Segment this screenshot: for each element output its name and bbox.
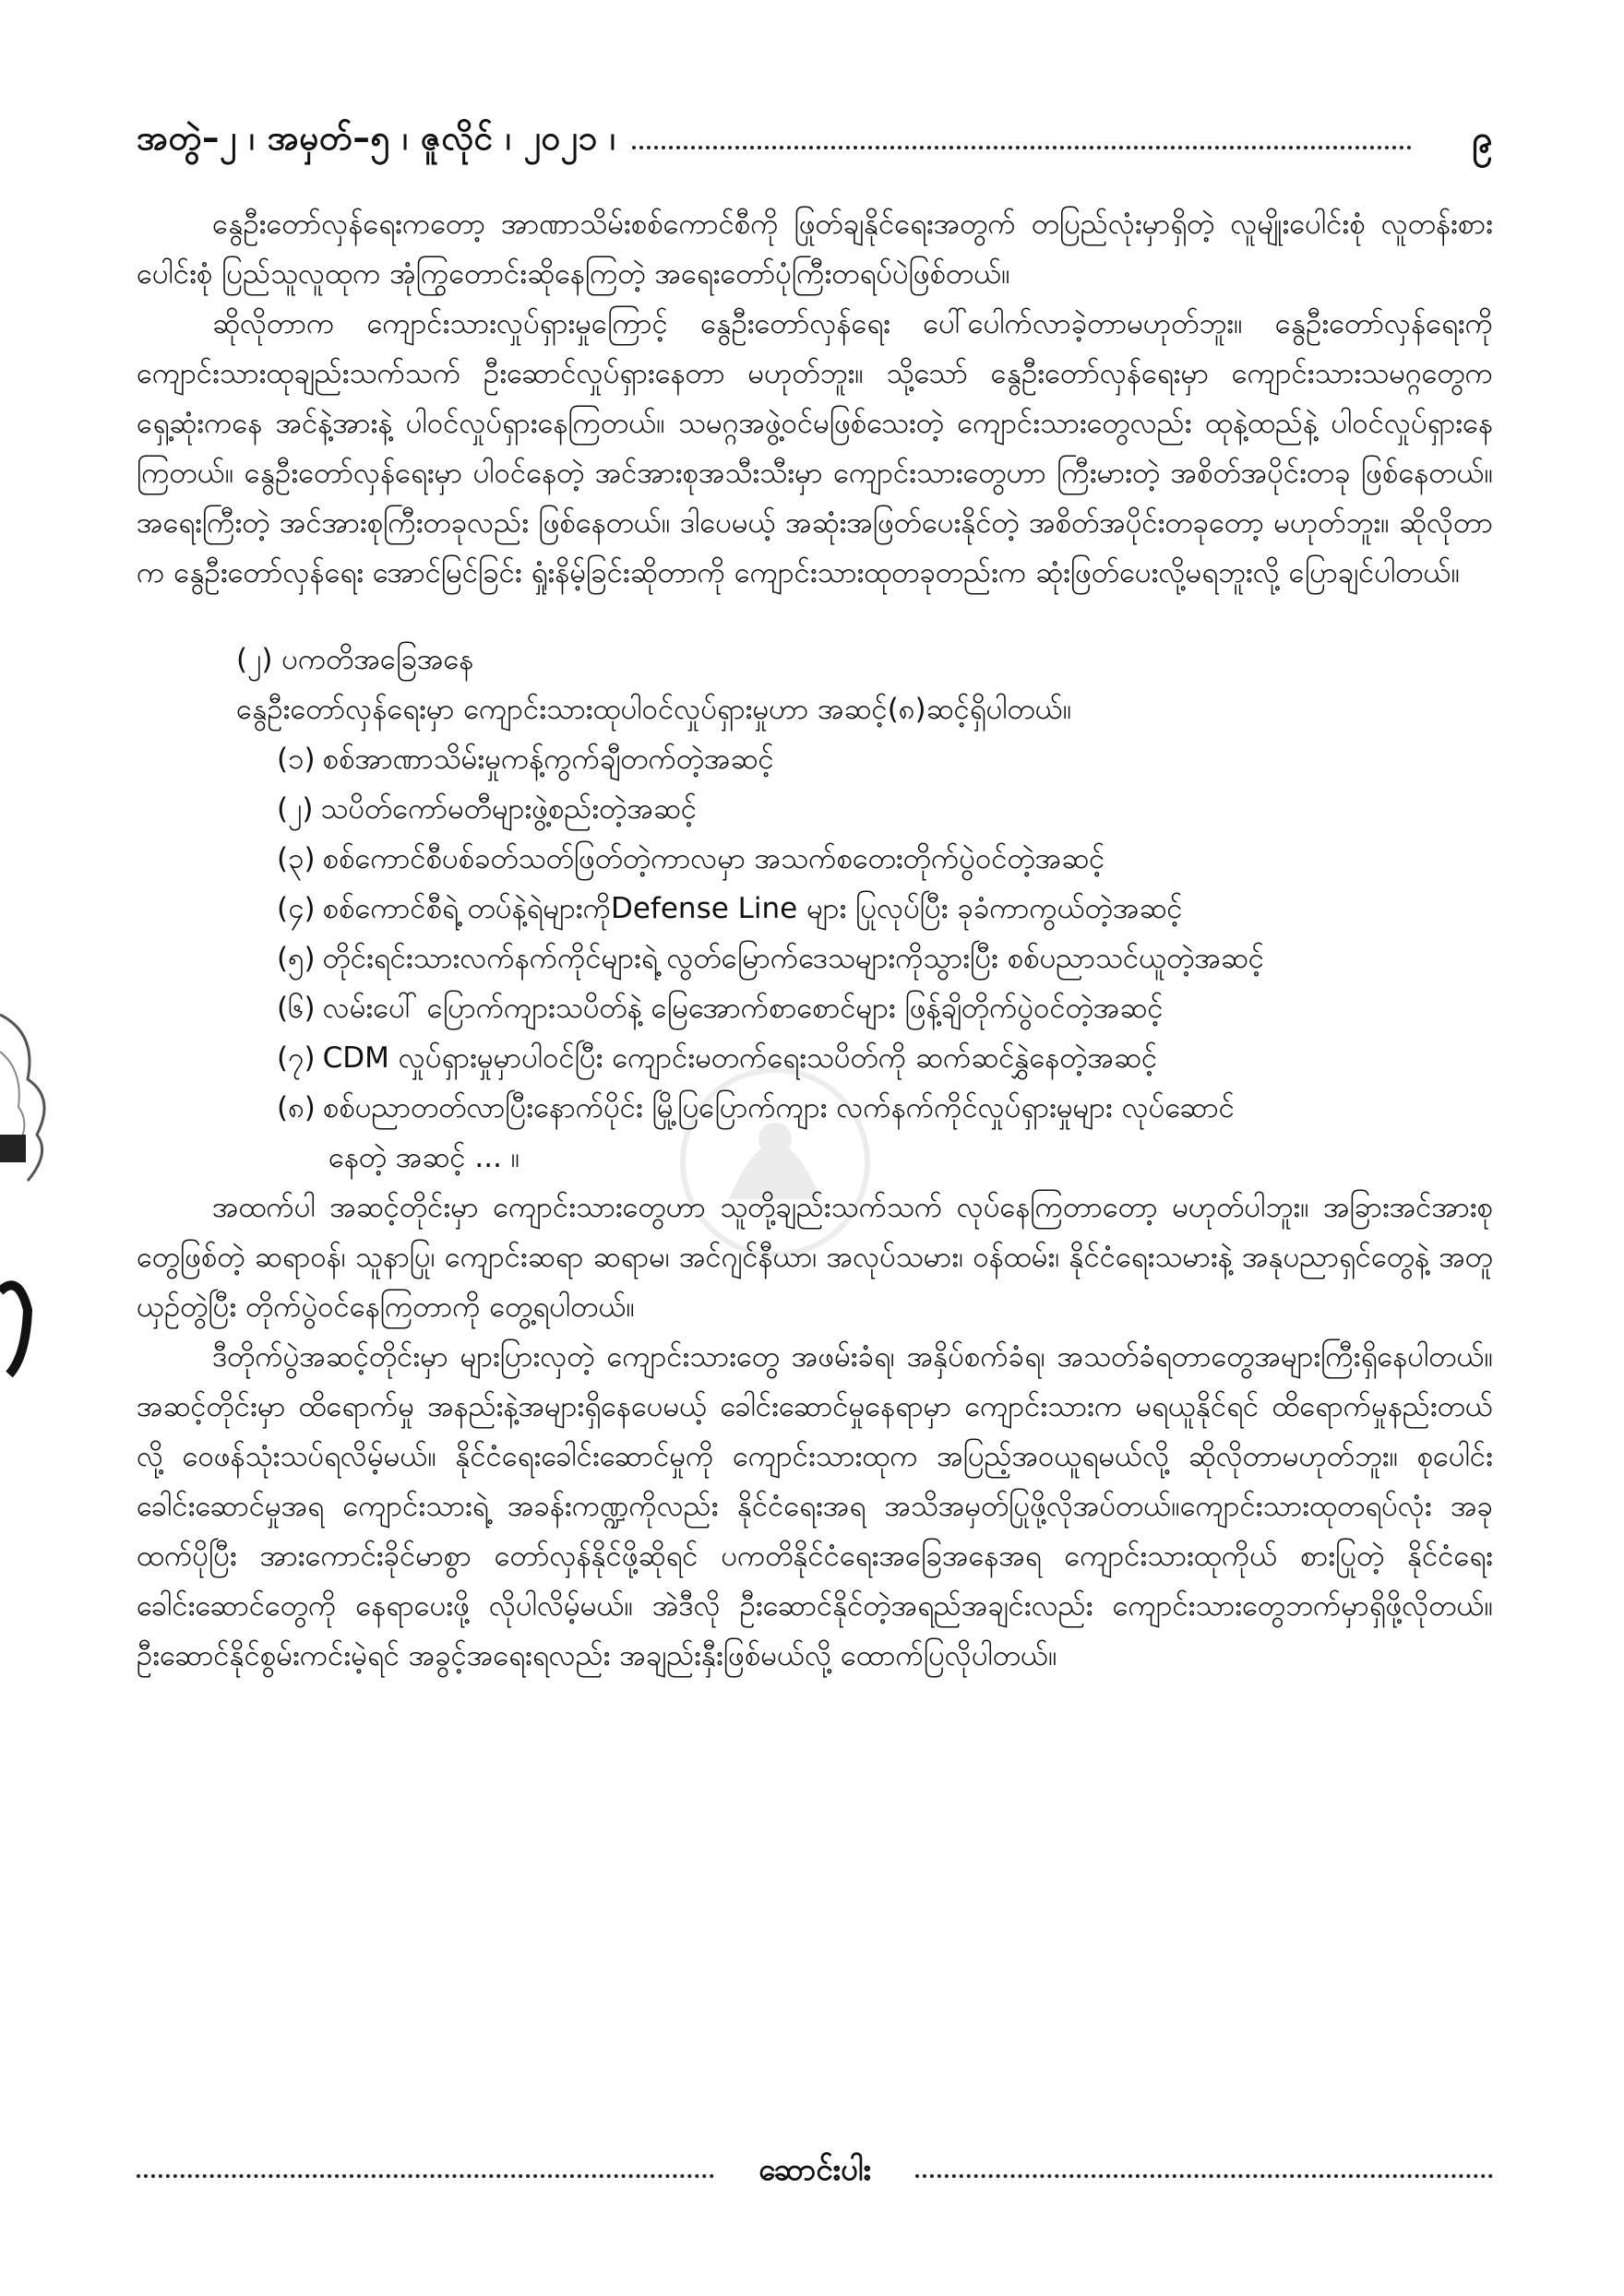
list-text: လမ်းပေါ် ပြောက်ကျားသပိတ်နဲ့ မြေအောက်စာစောင်များ ဖြန့်ချိတိုက်ပွဲဝင်တဲ့အဆင့် bbox=[322, 992, 1164, 1025]
footer-leader-dots-right bbox=[915, 2174, 1493, 2178]
list-number: (၇) bbox=[277, 1041, 316, 1075]
list-number: (၃) bbox=[277, 842, 316, 875]
list-number: (၄) bbox=[277, 892, 316, 925]
list-item bbox=[277, 784, 1493, 834]
list-text: CDM လှုပ်ရှားမှုမှာပါဝင်ပြီး ကျောင်းမတက်ရေးသပိတ်ကို ဆက်ဆင်နွှဲနေတဲ့အဆင့် bbox=[322, 1041, 1158, 1075]
list-text: စစ်အာဏာသိမ်းမှုကန့်ကွက်ချီတက်တဲ့အဆင့် bbox=[322, 743, 774, 776]
edge-illustration bbox=[0, 996, 65, 1384]
list-item bbox=[277, 734, 1493, 784]
article-body bbox=[137, 199, 1493, 1681]
paragraph: နွေဦးတော်လှန်ရေးကတော့ အာဏာသိမ်းစစ်ကောင်စီကို ဖြုတ်ချနိုင်ရေးအတွက် တပြည်လုံးမှာရှိတဲ့ လူမျိုးပေါင်းစုံ လူတန်းစားပေါင်းစုံ ပြည်သူလူထုက အုံကြွတောင်းဆိုနေကြတဲ့ အရေးတော်ပုံကြီးတရပ်ပဲဖြစ်တယ်။ bbox=[137, 208, 1493, 291]
issue-info: အတွဲ–၂ ၊ အမှတ်–၅ ၊ ဇူလိုင် ၊ ၂၀၂၁ ၊ bbox=[137, 118, 616, 158]
header-leader-dots bbox=[632, 146, 1412, 149]
section-intro: နွေဦးတော်လှန်ရေးမှာ ကျောင်းသားထုပါဝင်လှုပ်ရှားမှုဟာ အဆင့်(၈)ဆင့်ရှိပါတယ်။ bbox=[236, 693, 1072, 726]
paragraph: ဒီတိုက်ပွဲအဆင့်တိုင်းမှာ များပြားလှတဲ့ ကျောင်းသားတွေ အဖမ်းခံရ၊ အနှိပ်စက်ခံရ၊ အသတ်ခံရတာတွေအများကြီးရှိနေပါတယ်။ အဆင့်တိုင်းမှာ ထိရောက်မှု အနည်းနဲ့အများရှိနေပေမယ့် ခေါင်းဆောင်မှုနေရာမှာ ကျောင်းသားက မရယူနိုင်ရင် ထိရောက်မှုနည်းတယ်လို့ ဝေဖန်သုံးသပ်ရလိမ့်မယ်။ နိုင်ငံရေးခေါင်းဆောင်မှုကို ကျောင်းသားထုက အပြည့်အဝယူရမယ်လို့ ဆိုလိုတာမဟုတ်ဘူး။ စုပေါင်းခေါင်းဆောင်မှုအရ ကျောင်းသားရဲ့ အခန်းကဏ္ဍကိုလည်း နိုင်ငံရေးအရ အသိအမှတ်ပြုဖို့လိုအပ်တယ်။ကျောင်းသားထုတရပ်လုံး အခု ထက်ပိုပြီး အားကောင်းခိုင်မာစွာ တော်လှန်နိုင်ဖို့ဆိုရင် ပကတိနိုင်ငံရေးအခြေအနေအရ ကျောင်းသားထုကိုယ် စားပြုတဲ့ နိုင်ငံရေးခေါင်းဆောင်တွေကို နေရာပေးဖို့ လိုပါလိမ့်မယ်။ အဲဒီလို ဦးဆောင်နိုင်တဲ့အရည်အချင်းလည်း ကျောင်းသားတွေဘက်မှာရှိဖို့လိုတယ်။ ဦးဆောင်နိုင်စွမ်းကင်းမဲ့ရင် အခွင့်အရေးရလည်း အချည်းနှီးဖြစ်မယ်လို့ ထောက်ပြလိုပါတယ်။ bbox=[137, 1340, 1493, 1672]
list-number: (၁) bbox=[277, 743, 316, 776]
list-item bbox=[277, 1083, 1493, 1133]
list-item bbox=[277, 934, 1493, 983]
list-text: စစ်ကောင်စီရဲ့ တပ်နဲ့ရဲများကိုDefense Line များ ပြုလုပ်ပြီး ခုခံကာကွယ်တဲ့အဆင့် bbox=[322, 892, 1183, 925]
list-number: (၂) bbox=[277, 792, 314, 826]
list-text: စစ်ကောင်စီပစ်ခတ်သတ်ဖြတ်တဲ့ကာလမှာ အသက်စတေးတိုက်ပွဲဝင်တဲ့အဆင့် bbox=[322, 842, 1105, 875]
paragraph: ဆိုလိုတာက ကျောင်းသားလှုပ်ရှားမှုကြောင့် နွေဦးတော်လှန်ရေး ပေါ်ပေါက်လာခဲ့တာမဟုတ်ဘူး။ နွေဦးတော်လှန်ရေးကို ကျောင်းသားထုချည်းသက်သက် ဦးဆောင်လှုပ်ရှားနေတာ မဟုတ်ဘူး။ သို့သော် နွေဦးတော်လှန်ရေးမှာ ကျောင်းသားသမဂ္ဂတွေက ရှေ့ဆုံးကနေ အင်နဲ့အားနဲ့ ပါဝင်လှုပ်ရှားနေကြတယ်။ သမဂ္ဂအဖွဲ့ဝင်မဖြစ်သေးတဲ့ ကျောင်းသားတွေလည်း ထုနဲ့ထည်နဲ့ ပါဝင်လှုပ်ရှားနေကြတယ်။ နွေဦးတော်လှန်ရေးမှာ ပါဝင်နေတဲ့ အင်အားစုအသီးသီးမှာ ကျောင်းသားတွေဟာ ကြီးမားတဲ့ အစိတ်အပိုင်းတခု ဖြစ်နေတယ်။ အရေးကြီးတဲ့ အင်အားစုကြီးတခုလည်း ဖြစ်နေတယ်။ ဒါပေမယ့် အဆုံးအဖြတ်ပေးနိုင်တဲ့ အစိတ်အပိုင်းတခုတော့ မဟုတ်ဘူး။ ဆိုလိုတာက နွေဦးတော်လှန်ရေး အောင်မြင်ခြင်း ရှုံးနိမ့်ခြင်းဆိုတာကို ကျောင်းသားထုတခုတည်းက ဆုံးဖြတ်ပေးလို့မရဘူးလို့ ပြောချင်ပါတယ်။ bbox=[137, 307, 1493, 589]
stages-list bbox=[236, 734, 1493, 1183]
list-text: သပိတ်ကော်မတီများဖွဲ့စည်းတဲ့အဆင့် bbox=[320, 792, 698, 826]
list-text: စစ်ပညာတတ်လာပြီးနောက်ပိုင်း မြို့ပြပြောက်ကျား လက်နက်ကိုင်လှုပ်ရှားမှုများ လုပ်ဆောင် bbox=[322, 1091, 1235, 1124]
section-heading: (၂) ပကတိအခြေအနေ bbox=[236, 643, 474, 676]
page-number: ၉ bbox=[1472, 117, 1493, 161]
list-item bbox=[277, 1033, 1493, 1083]
running-header bbox=[137, 114, 1493, 170]
section-label: ဆောင်းပါး bbox=[758, 2150, 871, 2187]
footer-leader-dots-left bbox=[137, 2174, 714, 2178]
list-item bbox=[277, 834, 1493, 884]
section-conditions bbox=[236, 635, 1493, 1183]
list-number: (၅) bbox=[277, 942, 316, 975]
list-number: (၈) bbox=[277, 1091, 316, 1124]
list-text: တိုင်းရင်းသားလက်နက်ကိုင်များရဲ့ လွတ်မြောက်ဒေသများကိုသွားပြီး စစ်ပညာသင်ယူတဲ့အဆင့် bbox=[322, 942, 1265, 975]
paragraph: အထက်ပါ အဆင့်တိုင်းမှာ ကျောင်းသားတွေဟာ သူတို့ချည်းသက်သက် လုပ်နေကြတာတော့ မဟုတ်ပါဘူး။ အခြားအင်အားစုတွေဖြစ်တဲ့ ဆရာဝန်၊ သူနာပြု၊ ကျောင်းဆရာ ဆရာမ၊ အင်ဂျင်နီယာ၊ အလုပ်သမား၊ ဝန်ထမ်း၊ နိုင်ငံရေးသမားနဲ့ အနုပညာရှင်တွေနဲ့ အတူယှဉ်တွဲပြီး တိုက်ပွဲဝင်နေကြတာကို တွေ့ရပါတယ်။ bbox=[137, 1191, 1493, 1324]
running-footer bbox=[137, 2149, 1493, 2195]
list-item bbox=[277, 983, 1493, 1033]
list-number: (၆) bbox=[277, 992, 316, 1025]
list-item-continuation: နေတဲ့ အဆင့် ... ။ bbox=[328, 1141, 520, 1174]
list-item bbox=[277, 884, 1493, 934]
